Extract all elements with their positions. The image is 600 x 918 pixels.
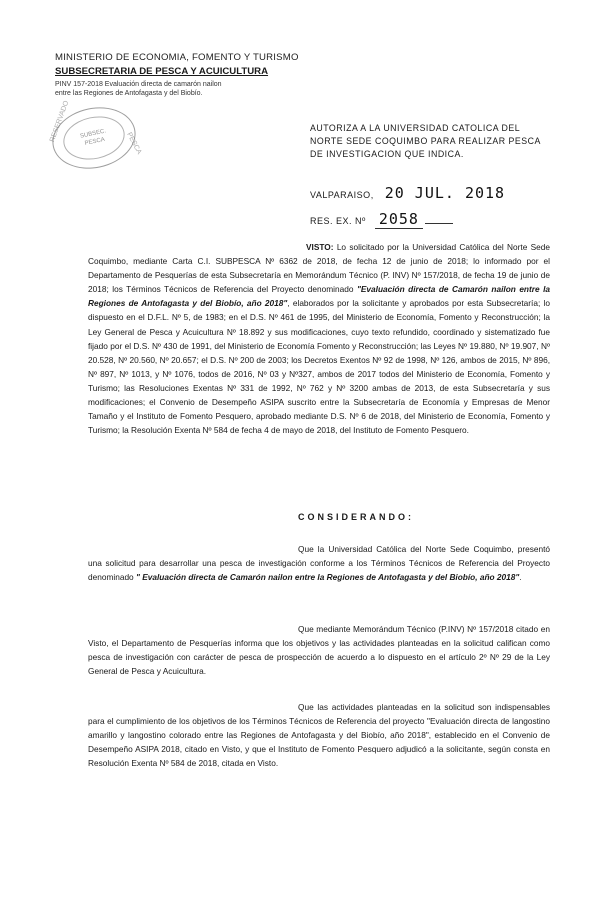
- considerando-paragraph-2: [88, 622, 550, 678]
- visto-text-2: , elaborados por la solicitante y aprobados por esta Subsecretaría; lo dispuesto en el D.F.L. Nº 5, de 1983; en el D.S. Nº 461 de 1995, del Ministerio de Economía, Fomento y Reconstrucción; la Ley General de Pesca y Acuicultura Nº 18.892 y sus modificaciones, cuyo texto refundido, coordinado y sistematizado fue fijado por el D.S. Nº 430 de 1991, del Ministerio de Economía Fomento y Reconstrucción; las Leyes Nº 19.880, Nº 19.907, Nº 20.528, Nº 20.560, Nº 20.657; el D.S. Nº 200 de 2003; los Decretos Exentos Nº 92 de 1998, Nº 126, ambos de 2015, Nº 896, Nº 897, Nº 1013, y Nº 1076, todos de 2016, Nº 03 y Nº327, ambos de 2017 todos del Ministerio de Economía, Fomento y Turismo; las Resoluciones Exentas Nº 331 de 1992, Nº 762 y Nº 3200 ambas de 2013, de esta Subsecretaría y sus modificaciones; el Convenio de Desempeño ASIPA suscrito entre la Subsecretaría de Economía y Empresas de Menor Tamaño y el Instituto de Fomento Pesquero, aprobado mediante D.S. Nº 6 de 2018, del Ministerio de Economía, Fomento y Turismo; la Resolución Exenta Nº 584 de fecha 4 de mayo de 2018, del Instituto de Fomento Pesquero.: [88, 298, 550, 436]
- reference-line-1: PINV 157-2018 Evaluación directa de camarón nailon: [55, 81, 222, 88]
- place-label: VALPARAISO,: [310, 190, 374, 200]
- p1-text-1: Que la Universidad Católica del Norte Sede Coquimbo, presentó una solicitud para desarrollar una pesca de investigación conforme a los Términos Técnicos de Referencia del Proyecto denominado: [88, 544, 550, 583]
- considerando-heading: CONSIDERANDO:: [298, 512, 415, 522]
- p1-text-2: .: [519, 572, 522, 583]
- resex-label: RES. EX. Nº: [310, 216, 366, 226]
- p2-text: Que mediante Memorándum Técnico (P.INV) Nº 157/2018 citado en Visto, el Departamento de Pesquerías informa que los objetivos y las actividades planteadas en la solicitud califican como pesca de investigación con carácter de pesca de prospección de acuerdo a lo dispuesto en el artículo 2º Nº 29 de la Ley General de Pesca y Acuicultura.: [88, 624, 550, 677]
- place-and-date: [310, 184, 505, 202]
- resolution-title: AUTORIZA A LA UNIVERSIDAD CATOLICA DEL NORTE SEDE COQUIMBO PARA REALIZAR PESCA DE INVESTIGACION QUE INDICA.: [310, 123, 541, 159]
- letterhead: [55, 52, 315, 97]
- stamp-line-1: SUBSEC.: [79, 128, 107, 140]
- resolution-number: [310, 210, 453, 228]
- reference-line-2: entre las Regiones de Antofagasta y del Biobío.: [55, 90, 203, 97]
- resex-underline: [425, 223, 453, 224]
- resex-number-value: 2058: [375, 210, 423, 229]
- stamp-line-2: PESCA: [84, 136, 106, 147]
- p1-project-name: " Evaluación directa de Camarón nailon entre la Regiones de Antofagasta y del Biobío, año 2018": [135, 572, 520, 583]
- ministry-name: MINISTERIO DE ECONOMIA, FOMENTO Y TURISMO: [55, 52, 299, 63]
- visto-label: VISTO:: [306, 242, 334, 252]
- p3-text: Que las actividades planteadas en la solicitud son indispensables para el cumplimiento de los objetivos de los Términos Técnicos de Referencia del proyecto "Evaluación directa de langostino amarillo y langostino colorado entre las Regiones de Antofagasta y del Biobío, año 2018", establecido en el Convenio de Desempeño ASIPA 2018, citado en Visto, y que el Instituto de Fomento Pesquero adjudicó a la solicitante, según consta en Resolución Exenta Nº 584 de 2018, citada en Visto.: [88, 702, 550, 769]
- considerando-paragraph-1: [88, 542, 550, 584]
- considerando-paragraph-3: [88, 700, 550, 770]
- subsecretaria-name: SUBSECRETARIA DE PESCA Y ACUICULTURA: [55, 66, 269, 77]
- stamp-side-text-right: PESCA: [125, 131, 143, 156]
- stamp-side-text-left: RESERVADO: [48, 99, 71, 144]
- visto-project-name: "Evaluación directa de Camarón nailon entre la Regiones de Antofagasta y del Biobío, año 2018": [88, 284, 550, 309]
- date-stamp: 20 JUL. 2018: [384, 184, 506, 202]
- visto-paragraph: [88, 240, 550, 437]
- visto-text-1: Lo solicitado por la Universidad Católica del Norte Sede Coquimbo, mediante Carta C.I. SUBPESCA Nº 6362 de 2018, de fecha 12 de junio de 2018; lo informado por el Departamento de Pesquerías de esta Subsecretaría en Memorándum Técnico (P. INV) Nº 157/2018, de fecha 19 de junio de 2018; los Términos Técnicos de Referencia del Proyecto denominado: [88, 242, 550, 295]
